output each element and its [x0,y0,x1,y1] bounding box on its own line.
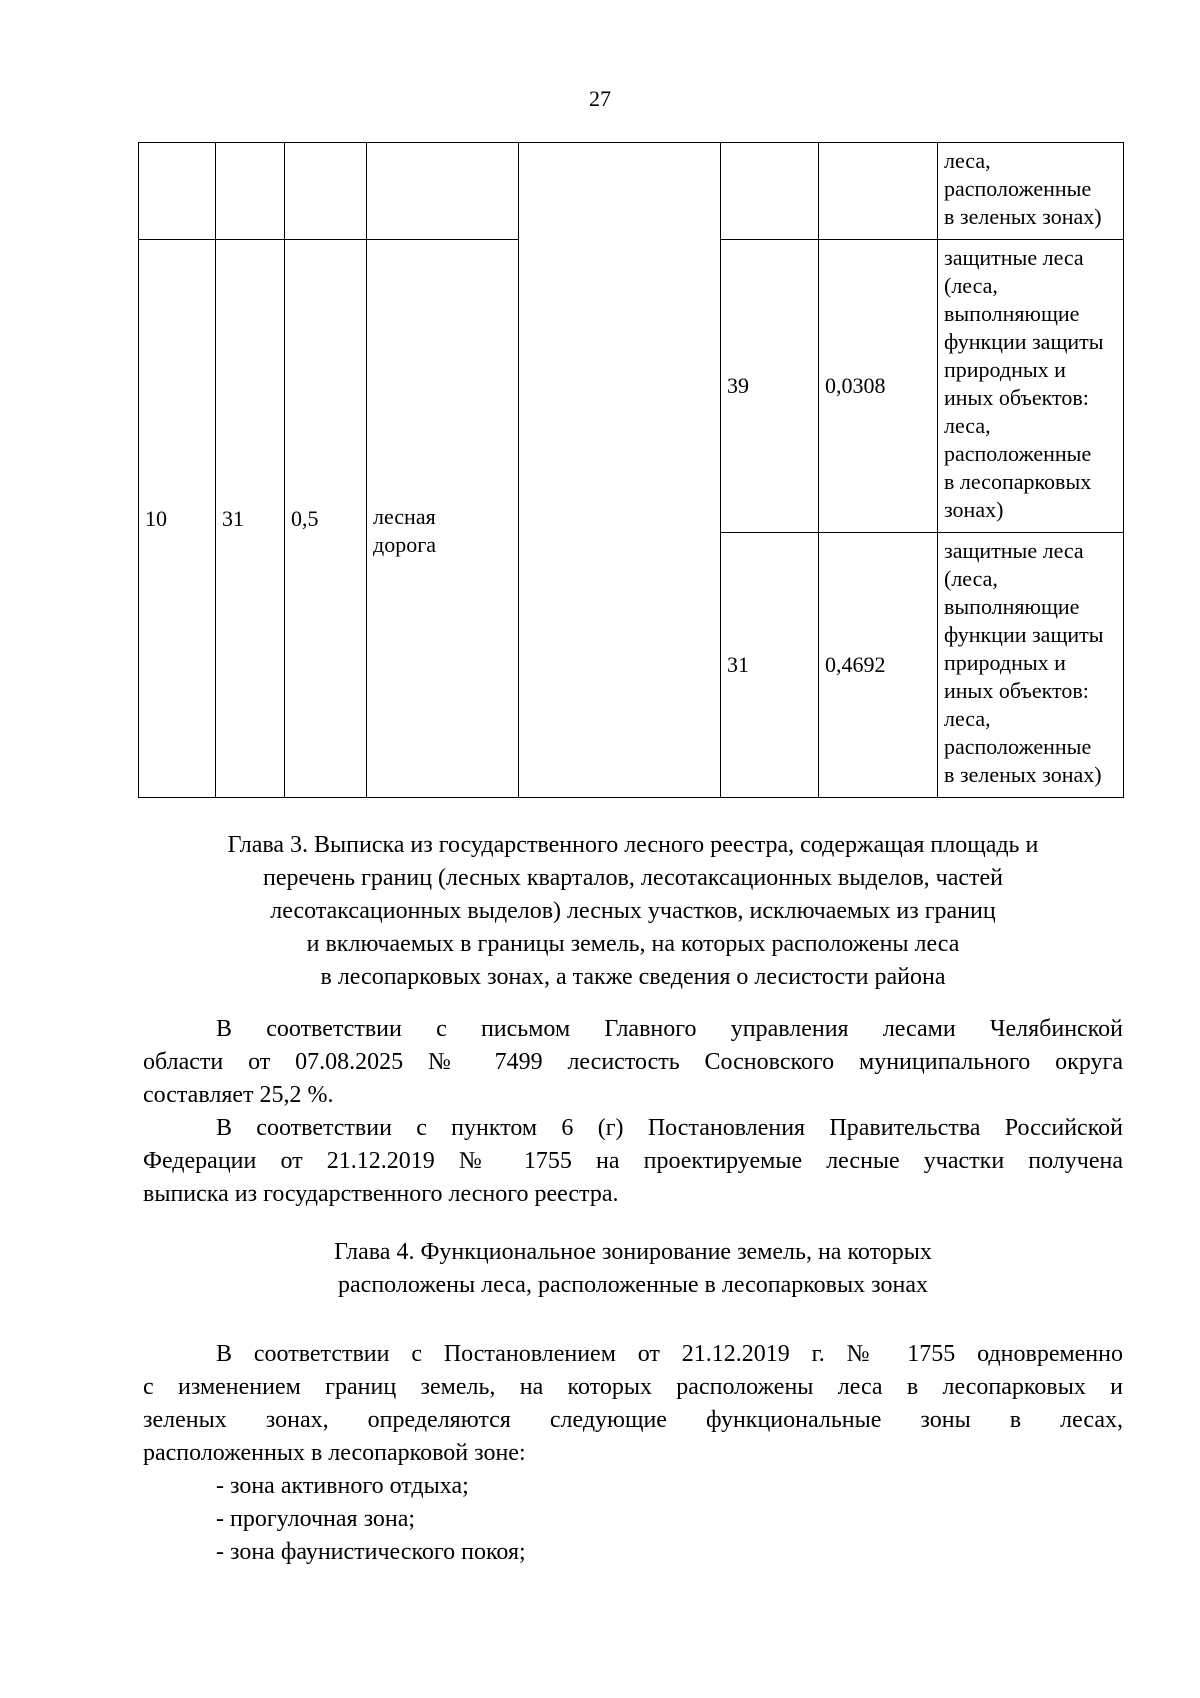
vydel-cell: 39 [721,240,819,533]
register-extract-paragraph [143,1112,1123,1211]
cell-line: лесная [373,503,436,529]
cell-line: расположенные [944,441,1092,466]
table-cell [367,143,519,240]
cell-line: в лесопарковых [944,469,1092,494]
forest-category-cell [938,143,1124,240]
cell-line: иных объектов: [944,385,1089,410]
paragraph-line: с изменением границ земель, на которых расположены леса в лесопарковых и [143,1374,1123,1400]
cell-line: (леса, [944,566,998,591]
cell-line: леса, [944,413,991,438]
paragraph-line: В соответствии с пунктом 6 (г) Постановления Правительства Российской [216,1115,1123,1141]
row-number-cell: 10 [139,240,216,798]
paragraph-line: выписка из государственного лесного реестра. [143,1181,619,1207]
heading-line: и включаемых в границы земель, на которых расположены леса [306,931,960,957]
cell-line: природных и [944,357,1066,382]
paragraph-line: зеленых зонах, определяются следующие функциональные зоны в лесах, [143,1407,1123,1433]
page-number: 27 [589,86,611,111]
table-cell [519,143,721,798]
paragraph-line: В соответствии с письмом Главного управления лесами Челябинской [216,1016,1123,1042]
vydel-area-cell: 0,0308 [819,240,938,533]
cell-line: расположенные [944,176,1092,201]
cell-line: в зеленых зонах) [944,204,1102,229]
cell-line: функции защиты [944,622,1104,647]
forest-category-cell [938,240,1124,533]
table-cell [721,143,819,240]
forest-cover-paragraph [143,1013,1123,1112]
list-item: - зона активного отдыха; [216,1473,469,1499]
cell-line: выполняющие [944,301,1080,326]
paragraph-line: расположенных в лесопарковой зоне: [143,1440,526,1466]
table-cell [139,143,216,240]
chapter-3-heading [143,829,1123,994]
table-cell [285,143,367,240]
table-cell [216,143,285,240]
cell-line: расположенные [944,734,1092,759]
zoning-paragraph [143,1338,1123,1470]
paragraph-line: области от 07.08.2025 № 7499 лесистость Сосновского муниципального округа [143,1049,1123,1075]
purpose-cell [367,240,519,798]
area-cell: 0,5 [285,240,367,798]
heading-line: расположены леса, расположенные в лесопарковых зонах [338,1272,928,1298]
heading-line: в лесопарковых зонах, а также сведения о лесистости района [320,964,946,990]
paragraph-line: Федерации от 21.12.2019 № 1755 на проектируемые лесные участки получена [143,1148,1123,1174]
heading-line: Глава 4. Функциональное зонирование земель, на которых [334,1239,932,1265]
cell-line: леса, [944,706,991,731]
cell-line: природных и [944,650,1066,675]
vydel-cell: 31 [721,533,819,798]
cell-line: дорога [373,531,436,557]
table-row [139,143,1124,240]
cell-line: защитные леса [944,538,1084,563]
vydel-area-cell: 0,4692 [819,533,938,798]
list-item: - зона фаунистического покоя; [216,1539,526,1565]
paragraph-line: В соответствии с Постановлением от 21.12.2019 г. № 1755 одновременно [216,1341,1123,1367]
list-item: - прогулочная зона; [216,1506,416,1532]
paragraph-line: составляет 25,2 %. [143,1082,334,1108]
forest-category-cell [938,533,1124,798]
quarter-cell: 31 [216,240,285,798]
heading-line: Глава 3. Выписка из государственного лесного реестра, содержащая площадь и [227,832,1039,858]
cell-line: иных объектов: [944,678,1089,703]
forest-register-table [138,142,1124,798]
heading-line: лесотаксационных выделов) лесных участков, исключаемых из границ [270,898,996,924]
cell-line: защитные леса [944,245,1084,270]
chapter-4-heading [143,1236,1123,1302]
cell-line: в зеленых зонах) [944,762,1102,787]
cell-line: выполняющие [944,594,1080,619]
heading-line: перечень границ (лесных кварталов, лесотаксационных выделов, частей [262,865,1004,891]
cell-line: леса, [944,148,991,173]
cell-line: функции защиты [944,329,1104,354]
cell-line: зонах) [944,497,1004,522]
functional-zones-list [216,1470,526,1569]
table-cell [819,143,938,240]
cell-line: (леса, [944,273,998,298]
